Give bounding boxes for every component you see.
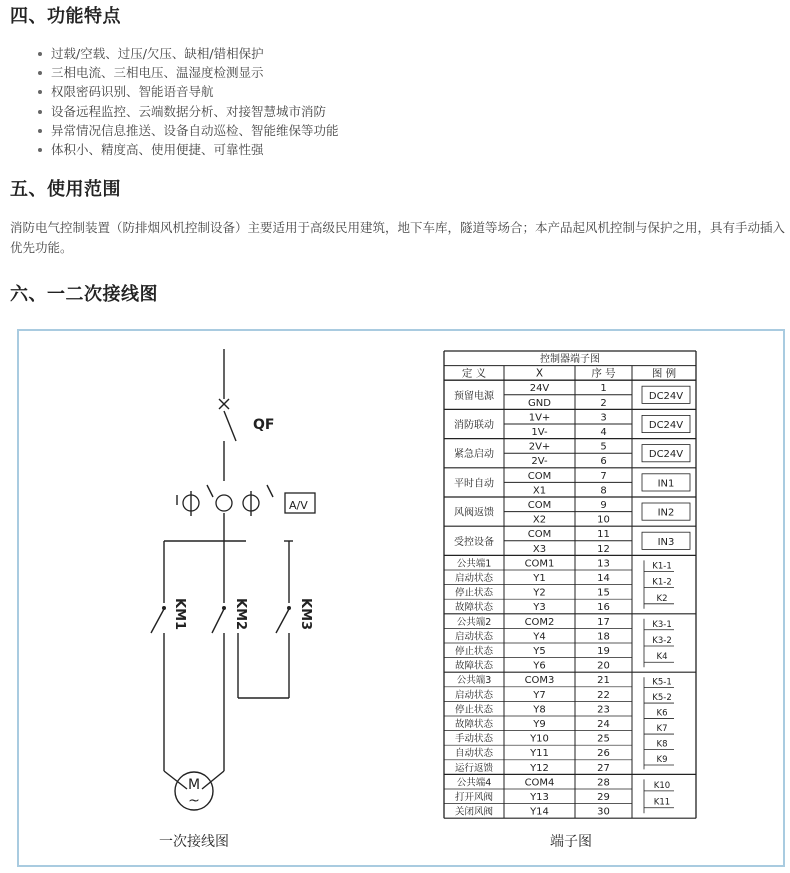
legend-label: K6 [656, 708, 668, 719]
table-cell: 运行返馈 [454, 762, 494, 774]
table-cell: 手动状态 [454, 733, 494, 745]
table-cell: Y12 [530, 762, 549, 774]
wiring-figure [17, 329, 785, 867]
table-cell: 启动状态 [454, 573, 494, 584]
table-cell: COM2 [524, 616, 555, 628]
legend-label: K3-1 [652, 619, 672, 630]
section-title-usage: 五、使用范围 [10, 179, 121, 200]
table-cell: 故障状态 [454, 602, 494, 614]
table-cell: 22 [597, 689, 610, 701]
table-cell: 公共端1 [456, 558, 492, 570]
table-header: 序 号 [591, 367, 616, 380]
wiring-diagram-svg [19, 331, 783, 865]
motor-m-label: M [187, 777, 201, 793]
table-cell: 公共端3 [456, 675, 492, 687]
table-cell: 23 [597, 704, 610, 716]
legend-label: K3-2 [652, 636, 672, 646]
legend-label: K1-1 [652, 561, 672, 572]
table-cell: 4 [600, 427, 607, 438]
table-cell: 30 [597, 806, 610, 818]
list-item: 体积小、精度高、使用便捷、可靠性强 [36, 140, 339, 159]
table-cell: 紧急启动 [454, 449, 494, 461]
table-cell: Y8 [533, 704, 546, 716]
table-cell: 27 [597, 762, 610, 774]
legend-label: K5-1 [652, 677, 672, 688]
table-cell: COM1 [524, 558, 555, 570]
table-cell: 10 [597, 514, 610, 526]
table-cell: 17 [597, 616, 610, 628]
km2-label: KM2 [233, 598, 248, 631]
table-cell: Y2 [533, 587, 546, 599]
legend-label: K7 [656, 724, 668, 735]
table-cell: 打开风阀 [454, 792, 494, 803]
table-cell: Y9 [533, 719, 546, 730]
list-item: 设备远程监控、云端数据分析、对接智慧城市消防 [36, 102, 339, 121]
legend-label: IN2 [657, 507, 675, 519]
legend-label: K1-2 [652, 577, 672, 588]
table-cell: 16 [597, 602, 610, 614]
table-cell: 故障状态 [454, 660, 494, 672]
table-cell: Y11 [530, 748, 549, 760]
table-cell: 9 [600, 500, 607, 511]
table-cell: COM3 [524, 675, 555, 687]
table-cell: 25 [597, 733, 610, 745]
table-cell: 1V- [531, 427, 548, 438]
table-cell: X2 [532, 514, 547, 526]
table-cell: 26 [597, 748, 610, 760]
list-item: 异常情况信息推送、设备自动巡检、智能维保等功能 [36, 121, 339, 140]
legend-label: IN3 [657, 536, 675, 548]
table-cell: 5 [600, 441, 607, 453]
table-cell: X1 [532, 485, 547, 497]
wiring-caption: 一次接线图 [159, 834, 229, 850]
table-cell: Y6 [533, 660, 546, 672]
legend-label: IN1 [657, 478, 675, 490]
table-cell: 风阀返馈 [454, 507, 494, 519]
km1-label: KM1 [172, 598, 187, 631]
legend-label: K2 [656, 593, 668, 604]
legend-label: K10 [653, 780, 671, 791]
km3-label: KM3 [298, 598, 313, 631]
table-cell: 启动状态 [454, 689, 494, 701]
table-cell: Y1 [533, 573, 546, 584]
table-cell: Y10 [530, 733, 549, 745]
table-cell: 3 [600, 412, 607, 424]
table-cell: 14 [597, 573, 610, 584]
table-cell: 8 [600, 485, 607, 497]
table-cell: 平时自动 [454, 478, 494, 490]
table-cell: Y4 [533, 631, 546, 643]
terminal-table [444, 351, 696, 818]
table-cell: 停止状态 [454, 587, 494, 599]
table-cell: 15 [597, 587, 610, 599]
section-title-features: 四、功能特点 [10, 6, 121, 27]
legend-label: DC24V [648, 449, 684, 461]
table-cell: 24 [597, 719, 610, 730]
legend-label: K11 [653, 797, 671, 808]
table-cell: 公共端4 [456, 777, 492, 789]
usage-paragraph: 消防电气控制装置（防排烟风机控制设备）主要适用于高级民用建筑，地下车库，隧道等场合；本产品起风机控制与保护之用，具有手动插入优先功能。 [10, 220, 786, 255]
list-item: 三相电流、三相电压、温湿度检测显示 [36, 63, 339, 82]
table-cell: 启动状态 [454, 631, 494, 643]
table-cell: 19 [597, 646, 610, 657]
av-label: A/V [289, 499, 308, 512]
table-cell: 消防联动 [454, 420, 494, 431]
table-cell: 故障状态 [454, 719, 494, 730]
terminal-caption: 端子图 [550, 834, 592, 850]
table-cell: GND [528, 397, 551, 409]
table-cell: 28 [597, 777, 610, 789]
table-cell: COM [527, 529, 552, 541]
table-cell: 关闭风阀 [454, 806, 494, 818]
table-cell: COM4 [524, 777, 555, 789]
table-cell: 1 [600, 383, 607, 395]
table-cell: Y3 [533, 602, 546, 614]
table-cell: 20 [597, 660, 610, 672]
legend-label: K9 [656, 755, 668, 766]
table-cell: 13 [597, 558, 610, 570]
current-transformer-icon [216, 495, 232, 511]
table-cell: Y13 [530, 792, 549, 803]
legend-label: K5-2 [652, 693, 672, 704]
list-item: 过载/空载、过压/欠压、缺相/错相保护 [36, 44, 339, 63]
table-cell: 停止状态 [454, 646, 494, 657]
legend-label: DC24V [648, 420, 684, 431]
terminal-table-title: 控制器端子图 [540, 354, 600, 365]
table-cell: X3 [532, 543, 547, 555]
table-cell: 2V+ [528, 441, 551, 453]
table-cell: 2V- [531, 456, 548, 468]
table-header: 定 义 [461, 367, 487, 380]
table-cell: 公共端2 [456, 616, 492, 628]
table-cell: 21 [597, 675, 610, 687]
legend-label: K4 [656, 652, 668, 663]
table-cell: COM [527, 500, 552, 511]
table-cell: 受控设备 [454, 536, 494, 548]
table-cell: 停止状态 [454, 704, 494, 716]
table-cell: Y7 [533, 689, 546, 701]
table-cell: Y14 [530, 806, 549, 818]
table-cell: COM [527, 470, 552, 482]
table-cell: 18 [597, 631, 610, 643]
table-header: X [535, 367, 544, 380]
table-cell: 6 [600, 456, 607, 468]
table-header: 图 例 [651, 367, 677, 380]
section-title-wiring: 六、一二次接线图 [10, 284, 158, 305]
table-cell: 自动状态 [454, 748, 494, 760]
legend-label: DC24V [648, 390, 684, 402]
table-cell: Y5 [533, 646, 546, 657]
table-cell: 1V+ [528, 412, 551, 424]
qf-label: QF [253, 417, 275, 433]
table-cell: 7 [600, 470, 607, 482]
table-cell: 预留电源 [454, 390, 494, 402]
table-cell: 11 [597, 529, 610, 541]
table-cell: 12 [597, 543, 610, 555]
list-item: 权限密码识别、智能语音导航 [36, 82, 339, 101]
table-cell: 24V [529, 383, 550, 395]
feature-list [36, 44, 339, 159]
table-cell: 2 [600, 397, 607, 409]
legend-label: K8 [656, 739, 668, 750]
table-cell: 29 [597, 792, 610, 803]
motor-ac-label: ~ [188, 793, 200, 809]
